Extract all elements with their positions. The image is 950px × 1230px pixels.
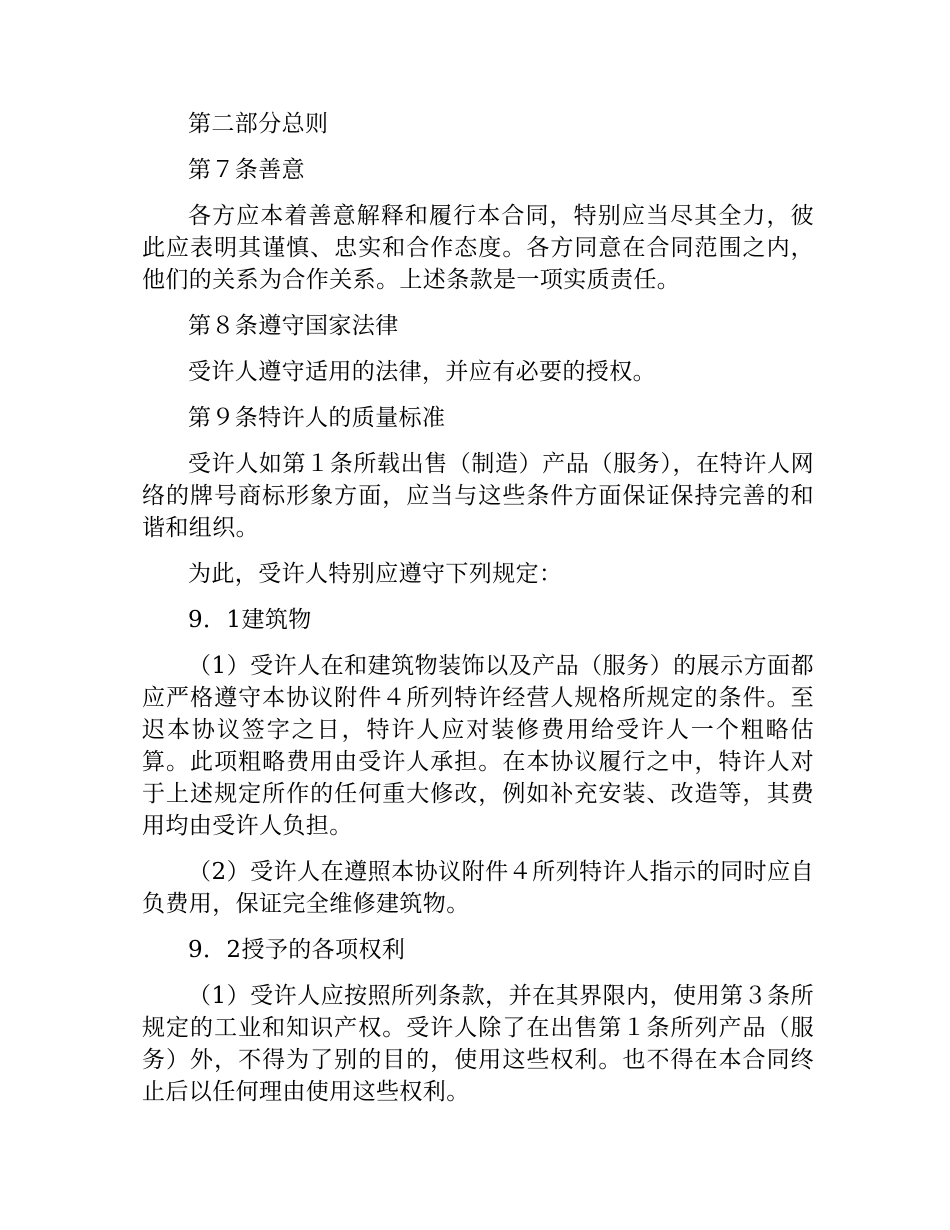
section-9-2-heading: 9．2授予的各项权利 (188, 937, 406, 963)
section-9-1-item-2: （2）受许人在遵照本协议附件４所列特许人指示的同时应自负费用，保证完全维修建筑物。 (142, 859, 814, 917)
article-7-body: 各方应本着善意解释和履行本合同，特别应当尽其全力，彼此应表明其谨慎、忠实和合作态度。各方同意在合同范围之内，他们的关系为合作关系。上述条款是一项实质责任。 (142, 203, 814, 293)
article-9-heading: 第９条特许人的质量标准 (188, 405, 446, 431)
part-heading: 第二部分总则 (188, 111, 329, 137)
section-9-1-heading: 9．1建筑物 (188, 607, 312, 633)
section-9-2-item-1: （1）受许人应按照所列条款，并在其界限内，使用第３条所规定的工业和知识产权。受许人除了在出售第１条所列产品（服务）外，不得为了别的目的，使用这些权利。也不得在本合同终止后以任何理由使用这些权利。 (142, 983, 814, 1105)
article-8-heading: 第８条遵守国家法律 (188, 313, 399, 339)
document-page (142, 108, 814, 1122)
article-7-heading: 第７条善意 (188, 157, 305, 183)
article-9-intro: 为此，受许人特别应遵守下列规定： (188, 561, 563, 587)
section-9-1-item-1: （1）受许人在和建筑物装饰以及产品（服务）的展示方面都应严格遵守本协议附件４所列特许经营人规格所规定的条件。至迟本协议签字之日，特许人应对装修费用给受许人一个粗略估算。此项粗略费用由受许人承担。在本协议履行之中，特许人对于上述规定所作的任何重大修改，例如补充安装、改造等，其费用均由受许人负担。 (142, 653, 814, 839)
article-8-body: 受许人遵守适用的法律，并应有必要的授权。 (188, 359, 656, 385)
article-9-body: 受许人如第１条所载出售（制造）产品（服务），在特许人网络的牌号商标形象方面，应当与这些条件方面保证保持完善的和谐和组织。 (142, 451, 814, 541)
